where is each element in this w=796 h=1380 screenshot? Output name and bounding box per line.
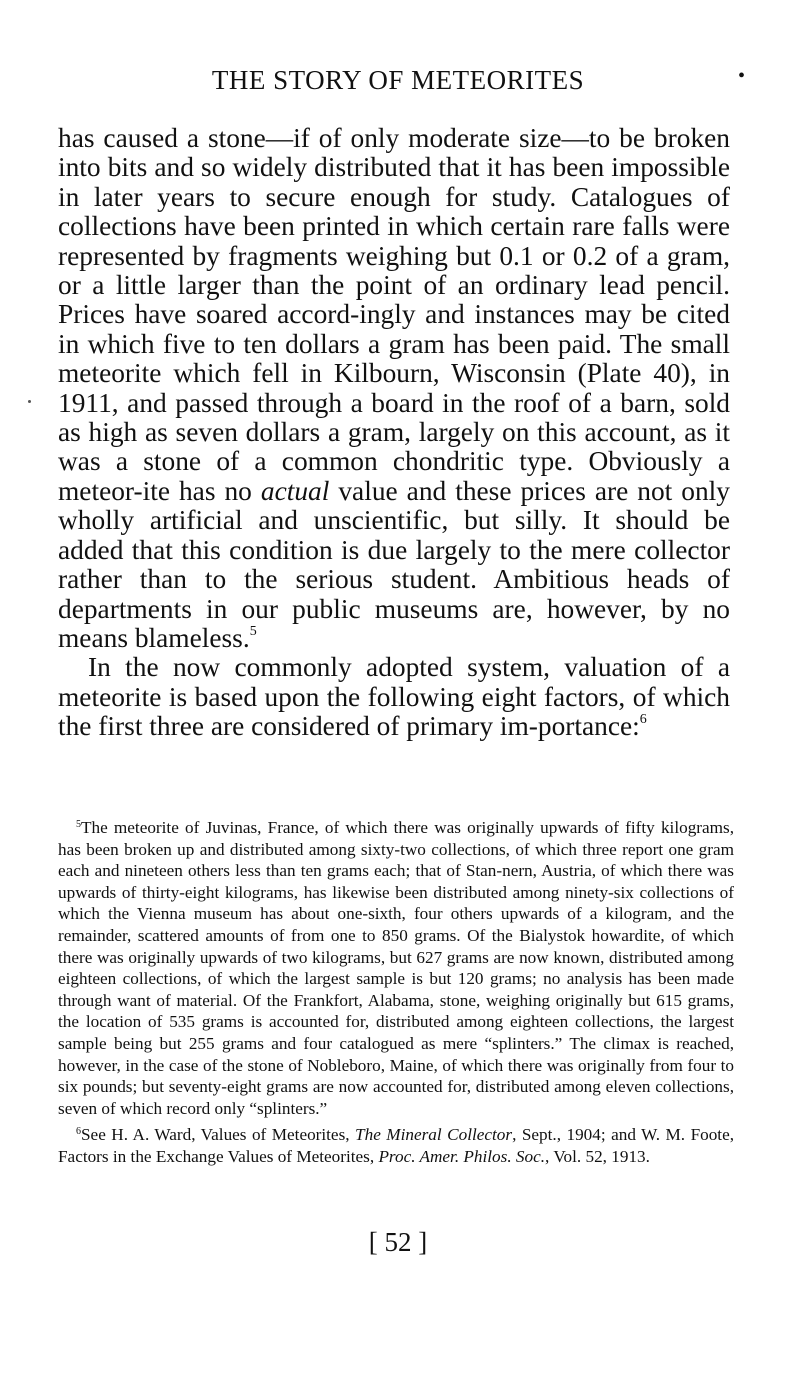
paragraph-valuation — [58, 653, 730, 741]
footnote-6-text-part-1: See H. A. Ward, Values of Meteorites, — [81, 1125, 350, 1145]
footnotes — [58, 817, 734, 1168]
footnote-ref-6[interactable]: 6 — [639, 712, 647, 728]
citation-proceedings-title: Proc. Amer. Philos. Soc. — [378, 1146, 546, 1166]
emphasized-word: actual — [260, 475, 330, 506]
footnote-6 — [58, 1124, 734, 1167]
running-title: THE STORY OF METEORITES — [211, 65, 585, 95]
footnote-6-text-part-2: , Sept., 1904; and W. M. Foote, Factors in the Exchange Values of Meteorites, — [58, 1125, 735, 1166]
page-number: [ 52 ] — [368, 1227, 428, 1257]
main-text — [58, 124, 730, 742]
footnote-5 — [58, 817, 734, 1119]
footnote-5-text: The meteorite of Juvinas, France, of which there was originally upwards of fifty kilograms, has been broken up and distributed among sixty-two collections, of which three report one gram each and nineteen others less than ten grams each; that of Stan-nern, Austria, of which there was upwards of thirty-eight kilograms, has likewise been distributed among ninety-six collections of which the Vienna museum has about one-sixth, four others upwards of a kilogram, and the remainder, scattered amounts of from one to 850 grams. Of the Bialystok howardite, of which there was originally upwards of two kilograms, but 627 grams are now known, distributed among eighteen collections, of which the largest sample is but 120 grams; no analysis has been made through want of material. Of the Frankfort, Alabama, stone, weighing originally but 615 grams, the location of 535 grams is accounted for, distributed among eighteen collections, the largest sample being but 255 grams and four catalogued as mere “splinters.” The climax is reached, however, in the case of the stone of Nobleboro, Maine, of which there was originally from four to six pounds; but seventy-eight grams are now accounted for, distributed among eleven collections, seven of which record only “splinters.” — [58, 818, 734, 1118]
footnote-6-text-part-3: , Vol. 52, 1913. — [545, 1146, 650, 1166]
paragraph-text-part-1: has caused a stone—if of only moderate size—to be broken into bits and so widely distributed that it has been impossible in later years to secure enough for study. Catalogues of collections have been printed in which certain rare falls were represented by fragments weighing but 0.1 or 0.2 of a gram, or a little larger than the point of an ordinary lead pencil. Prices have soared accord-ingly and instances may be cited in which five to ten dollars a gram has been paid. The small meteorite which fell in Kilbourn, Wisconsin (Plate 40), in 1911, and passed through a board in the roof of a barn, sold as high as seven dollars a gram, largely on this account, as it was a stone of a common chondritic type. Obviously a meteor-ite has no — [58, 123, 730, 506]
paragraph-text: In the now commonly adopted system, valuation of a meteorite is based upon the following eight factors, of which the first three are considered of primary im-portance: — [58, 652, 730, 742]
corner-mark: • — [738, 65, 746, 87]
footnote-marker-6: 6 — [76, 1126, 81, 1138]
paragraph-text-part-2: value and these prices are not only wholly artificial and unscientific, but silly. It should be added that this condition is due largely to the mere collector rather than to the serious student. Ambitious heads of departments in our public museums are, however, by no means blameless. — [58, 475, 730, 653]
footnote-marker-5: 5 — [76, 819, 81, 830]
citation-journal-title: The Mineral Collector — [355, 1125, 513, 1145]
footnote-ref-5[interactable]: 5 — [249, 623, 257, 639]
paragraph-continued — [58, 124, 730, 653]
margin-speck — [28, 400, 31, 403]
